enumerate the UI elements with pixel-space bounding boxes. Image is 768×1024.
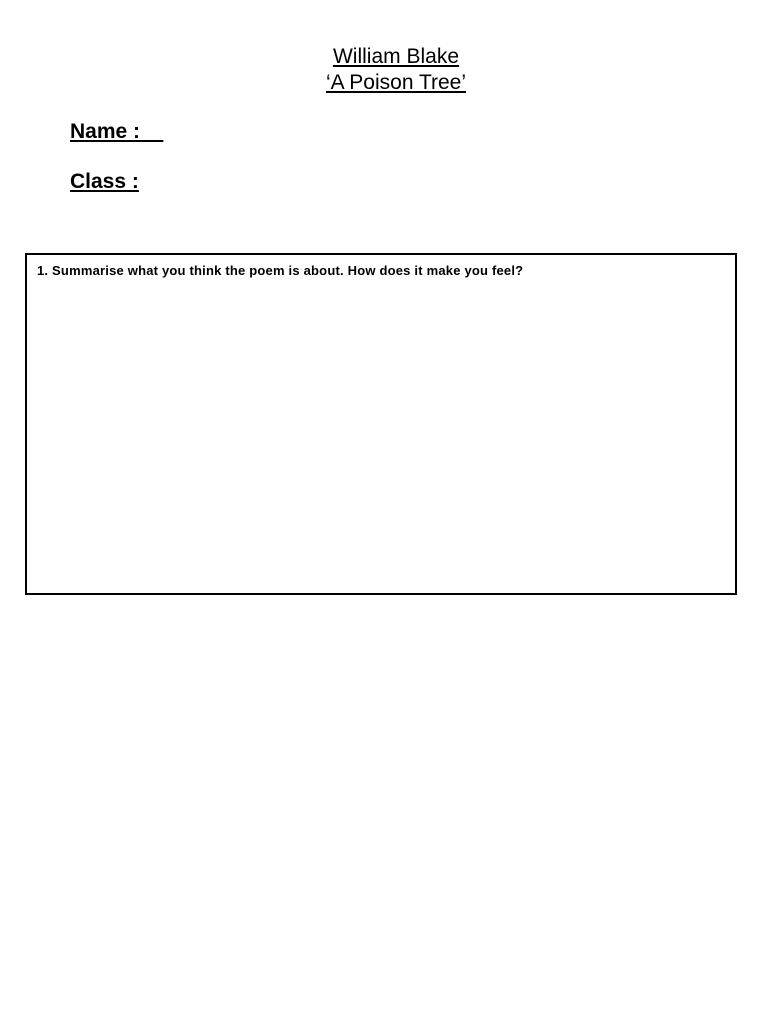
- author-heading: [0, 44, 768, 70]
- name-field-label: Name :: [70, 120, 164, 143]
- class-field-label: Class :: [70, 170, 139, 193]
- poem-title-heading: [0, 70, 768, 96]
- question-1-answer-box[interactable]: [25, 253, 737, 595]
- author-text: William Blake: [332, 45, 460, 68]
- poem-title-text: ‘A Poison Tree’: [325, 71, 467, 94]
- question-1-text: 1. Summarise what you think the poem is about. How does it make you feel?: [37, 263, 524, 278]
- worksheet-title: [0, 44, 768, 96]
